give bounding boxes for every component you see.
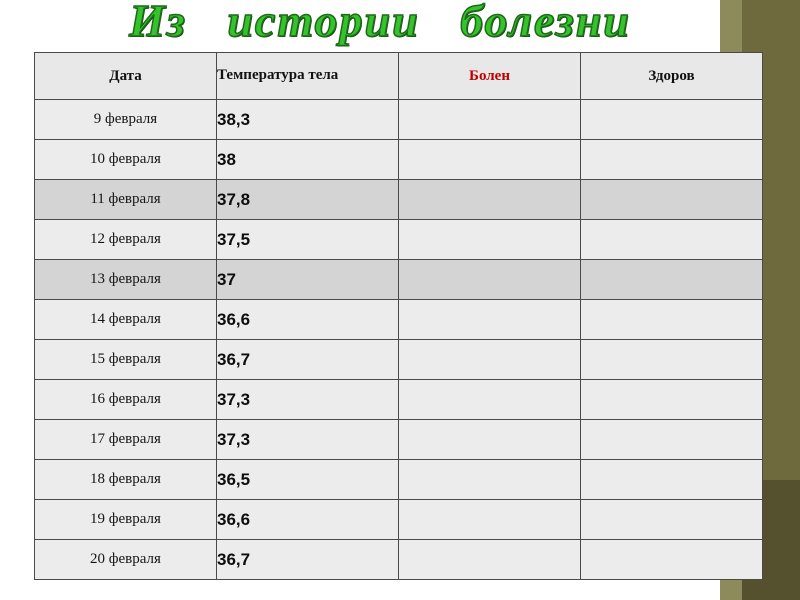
temperature-table-container [34, 52, 762, 580]
table-row [35, 540, 763, 580]
table-row [35, 180, 763, 220]
table-row [35, 380, 763, 420]
table-header-row [35, 53, 763, 100]
table-header [35, 53, 763, 100]
cell-healthy [581, 180, 763, 220]
cell-date: 9 февраля [35, 100, 217, 140]
table-row [35, 100, 763, 140]
cell-sick [399, 100, 581, 140]
cell-temperature: 36,7 [217, 540, 399, 580]
cell-sick [399, 180, 581, 220]
cell-sick [399, 460, 581, 500]
cell-sick [399, 340, 581, 380]
cell-temperature: 38,3 [217, 100, 399, 140]
cell-temperature: 36,7 [217, 340, 399, 380]
column-header-temperature: Температура тела [217, 53, 399, 100]
cell-healthy [581, 260, 763, 300]
cell-sick [399, 540, 581, 580]
cell-date: 13 февраля [35, 260, 217, 300]
cell-sick [399, 380, 581, 420]
table-row [35, 500, 763, 540]
cell-sick [399, 300, 581, 340]
column-header-healthy: Здоров [581, 53, 763, 100]
cell-date: 15 февраля [35, 340, 217, 380]
cell-date: 11 февраля [35, 180, 217, 220]
cell-healthy [581, 540, 763, 580]
cell-healthy [581, 220, 763, 260]
table-row [35, 220, 763, 260]
column-header-date: Дата [35, 53, 217, 100]
table-row [35, 340, 763, 380]
cell-temperature: 36,6 [217, 300, 399, 340]
table-row [35, 140, 763, 180]
cell-sick [399, 220, 581, 260]
cell-healthy [581, 100, 763, 140]
cell-date: 20 февраля [35, 540, 217, 580]
table-row [35, 260, 763, 300]
cell-temperature: 37,8 [217, 180, 399, 220]
cell-temperature: 37,3 [217, 420, 399, 460]
table-row [35, 300, 763, 340]
page-title: Из истории болезни [129, 0, 631, 46]
cell-date: 14 февраля [35, 300, 217, 340]
cell-healthy [581, 300, 763, 340]
cell-healthy [581, 460, 763, 500]
cell-sick [399, 500, 581, 540]
cell-date: 12 февраля [35, 220, 217, 260]
cell-date: 18 февраля [35, 460, 217, 500]
cell-temperature: 37,5 [217, 220, 399, 260]
cell-temperature: 36,5 [217, 460, 399, 500]
cell-date: 19 февраля [35, 500, 217, 540]
cell-healthy [581, 340, 763, 380]
cell-temperature: 37 [217, 260, 399, 300]
cell-healthy [581, 500, 763, 540]
table-row [35, 420, 763, 460]
cell-temperature: 36,6 [217, 500, 399, 540]
table-body [35, 100, 763, 580]
cell-sick [399, 260, 581, 300]
cell-date: 10 февраля [35, 140, 217, 180]
cell-healthy [581, 420, 763, 460]
column-header-sick: Болен [399, 53, 581, 100]
temperature-table [34, 52, 763, 580]
table-row [35, 460, 763, 500]
cell-sick [399, 140, 581, 180]
cell-healthy [581, 380, 763, 420]
cell-temperature: 37,3 [217, 380, 399, 420]
cell-date: 16 февраля [35, 380, 217, 420]
cell-date: 17 февраля [35, 420, 217, 460]
cell-healthy [581, 140, 763, 180]
cell-sick [399, 420, 581, 460]
cell-temperature: 38 [217, 140, 399, 180]
